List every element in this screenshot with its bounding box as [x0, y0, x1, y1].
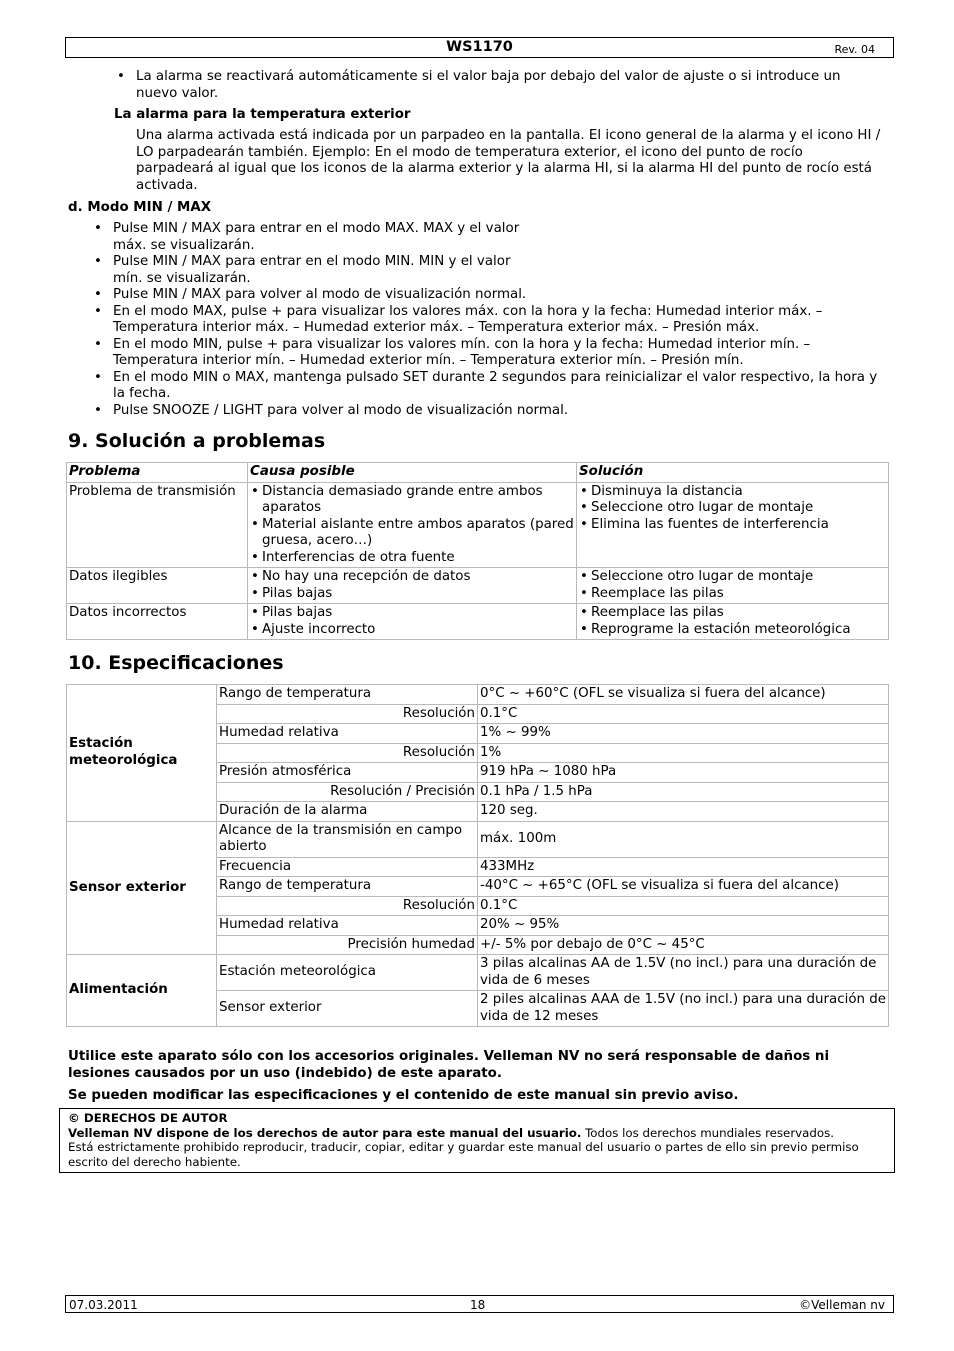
- spec-value: +/- 5% por debajo de 0°C ~ 45°C: [478, 935, 889, 955]
- table-row: [67, 482, 889, 568]
- spec-label: Frecuencia: [217, 857, 478, 877]
- spec-label: Presión atmosférica: [217, 763, 478, 783]
- copyright-box: [59, 1108, 895, 1173]
- list-item: • Reemplace las pilas: [579, 586, 886, 603]
- spec-group-label: Estación meteorológica: [67, 685, 217, 822]
- spec-value: máx. 100m: [478, 821, 889, 857]
- spec-label: Estación meteorológica: [217, 955, 478, 991]
- table-header-row: [67, 463, 889, 483]
- problem-cell: Datos incorrectos: [67, 604, 248, 640]
- list-item: • La alarma se reactivará automáticamente si el valor baja por debajo del valor de ajuste o si introduce un nuevo valor.: [114, 69, 884, 102]
- list-item: • Ajuste incorrecto: [250, 622, 574, 639]
- outdoor-alarm-text: Una alarma activada está indicada por un parpadeo en la pantalla. El icono general de la alarma y el icono HI / LO parpadearán también. Ejemplo: En el modo de temperatura exterior, el icono del punto de rocío parpadeará al igual que los iconos de la alarma exterior y la alarma HI, si la alarma HI del punto de rocío está activada.: [136, 128, 881, 193]
- list-item: • Distancia demasiado grande entre ambos aparatos: [250, 484, 574, 517]
- cause-cell: [248, 604, 577, 640]
- column-header: Solución: [577, 463, 889, 483]
- list-item: • No hay una recepción de datos: [250, 569, 574, 586]
- modification-note: Se pueden modificar las especificaciones y el contenido de este manual sin previo aviso.: [68, 1088, 739, 1103]
- list-item: • Interferencias de otra fuente: [250, 550, 574, 567]
- spec-value: 0.1 hPa / 1.5 hPa: [478, 782, 889, 802]
- specifications-table: [66, 684, 889, 1027]
- table-row: [67, 568, 889, 604]
- copyright-restriction: Está estrictamente prohibido reproducir, traducir, copiar, editar y guardar este manual del usuario o partes de ello sin previo permiso escrito del derecho habiente.: [68, 1140, 859, 1169]
- intro-bullets: [114, 69, 884, 102]
- spec-value: -40°C ~ +65°C (OFL se visualiza si fuera del alcance): [478, 877, 889, 897]
- list-item: • En el modo MIN o MAX, mantenga pulsado SET durante 2 segundos para reinicializar el valor respectivo, la hora y la fecha.: [91, 370, 886, 403]
- spec-label: Humedad relativa: [217, 724, 478, 744]
- footer-date: 07.03.2011: [69, 1298, 138, 1312]
- spec-label: Duración de la alarma: [217, 802, 478, 822]
- solution-cell: [577, 482, 889, 568]
- minmax-heading: d. Modo MIN / MAX: [68, 200, 212, 215]
- column-header: Causa posible: [248, 463, 577, 483]
- troubleshooting-title: 9. Solución a problemas: [68, 430, 326, 452]
- spec-value: 919 hPa ~ 1080 hPa: [478, 763, 889, 783]
- spec-label: Sensor exterior: [217, 991, 478, 1027]
- table-row: [67, 821, 889, 857]
- minmax-bullets: [91, 221, 886, 419]
- page-number: 18: [470, 1298, 486, 1312]
- copyright-bold: Velleman NV dispone de los derechos de autor para este manual del usuario.: [68, 1125, 582, 1140]
- spec-value: 1% ~ 99%: [478, 724, 889, 744]
- spec-value: 0°C ~ +60°C (OFL se visualiza si fuera del alcance): [478, 685, 889, 705]
- page-footer: [65, 1295, 894, 1313]
- spec-value: 120 seg.: [478, 802, 889, 822]
- list-item: • Material aislante entre ambos aparatos (pared gruesa, acero…): [250, 517, 574, 550]
- list-item: • En el modo MAX, pulse + para visualizar los valores máx. con la hora y la fecha: Humedad interior máx. – Temperatura interior máx. – Humedad exterior máx. – Temperatura exterior máx. – Presión máx.: [91, 304, 886, 337]
- problem-cell: Problema de transmisión: [67, 482, 248, 568]
- spec-value: 3 pilas alcalinas AA de 1.5V (no incl.) para una duración de vida de 6 meses: [478, 955, 889, 991]
- list-item: • Reprograme la estación meteorológica: [579, 622, 886, 639]
- list-item: • Pilas bajas: [250, 605, 574, 622]
- spec-label: Resolución: [217, 743, 478, 763]
- spec-value: 0.1°C: [478, 896, 889, 916]
- spec-label: Resolución / Precisión: [217, 782, 478, 802]
- spec-value: 0.1°C: [478, 704, 889, 724]
- list-item: • Pilas bajas: [250, 586, 574, 603]
- cause-cell: [248, 482, 577, 568]
- spec-value: 20% ~ 95%: [478, 916, 889, 936]
- table-row: [67, 685, 889, 705]
- table-row: [67, 955, 889, 991]
- solution-cell: [577, 604, 889, 640]
- spec-label: Resolución: [217, 896, 478, 916]
- list-item: • Reemplace las pilas: [579, 605, 886, 622]
- list-item: • En el modo MIN, pulse + para visualizar los valores mín. con la hora y la fecha: Humedad interior mín. – Temperatura interior mín. – Humedad exterior mín. – Temperatura exterior mín. – Presión mín.: [91, 337, 886, 370]
- list-item: • Pulse SNOOZE / LIGHT para volver al modo de visualización normal.: [91, 403, 886, 420]
- copyright-rights: Todos los derechos mundiales reservados.: [581, 1125, 834, 1140]
- list-item: • Seleccione otro lugar de montaje: [579, 500, 886, 517]
- table-row: [67, 604, 889, 640]
- column-header: Problema: [67, 463, 248, 483]
- outdoor-alarm-heading: La alarma para la temperatura exterior: [114, 107, 411, 122]
- spec-value: 2 piles alcalinas AAA de 1.5V (no incl.) para una duración de vida de 12 meses: [478, 991, 889, 1027]
- spec-label: Resolución: [217, 704, 478, 724]
- specifications-title: 10. Especificaciones: [68, 652, 284, 674]
- solution-cell: [577, 568, 889, 604]
- spec-value: 433MHz: [478, 857, 889, 877]
- spec-value: 1%: [478, 743, 889, 763]
- list-item: • Elimina las fuentes de interferencia: [579, 517, 886, 534]
- list-item: • Pulse MIN / MAX para entrar en el modo MIN. MIN y el valor mín. se visualizarán.: [91, 254, 886, 287]
- spec-group-label: Sensor exterior: [67, 821, 217, 955]
- spec-label: Rango de temperatura: [217, 685, 478, 705]
- model-title: WS1170: [446, 39, 513, 55]
- troubleshooting-table: [66, 462, 889, 640]
- copyright-text: [68, 1126, 886, 1141]
- revision-label: Rev. 04: [834, 43, 875, 56]
- page-header: [65, 37, 894, 58]
- usage-note: Utilice este aparato sólo con los accesorios originales. Velleman NV no será responsable de daños ni lesiones causados por un uso (indebido) de este aparato.: [68, 1049, 830, 1081]
- spec-label: Rango de temperatura: [217, 877, 478, 897]
- list-item: • Seleccione otro lugar de montaje: [579, 569, 886, 586]
- footer-brand: ©Velleman nv: [799, 1298, 885, 1312]
- spec-label: Precisión humedad: [217, 935, 478, 955]
- list-item: • Pulse MIN / MAX para entrar en el modo MAX. MAX y el valor máx. se visualizarán.: [91, 221, 886, 254]
- spec-label: Alcance de la transmisión en campo abierto: [217, 821, 478, 857]
- spec-group-label: Alimentación: [67, 955, 217, 1027]
- cause-cell: [248, 568, 577, 604]
- copyright-title: © DERECHOS DE AUTOR: [68, 1111, 228, 1125]
- list-item: • Pulse MIN / MAX para volver al modo de visualización normal.: [91, 287, 886, 304]
- spec-label: Humedad relativa: [217, 916, 478, 936]
- problem-cell: Datos ilegibles: [67, 568, 248, 604]
- list-item: • Disminuya la distancia: [579, 484, 886, 501]
